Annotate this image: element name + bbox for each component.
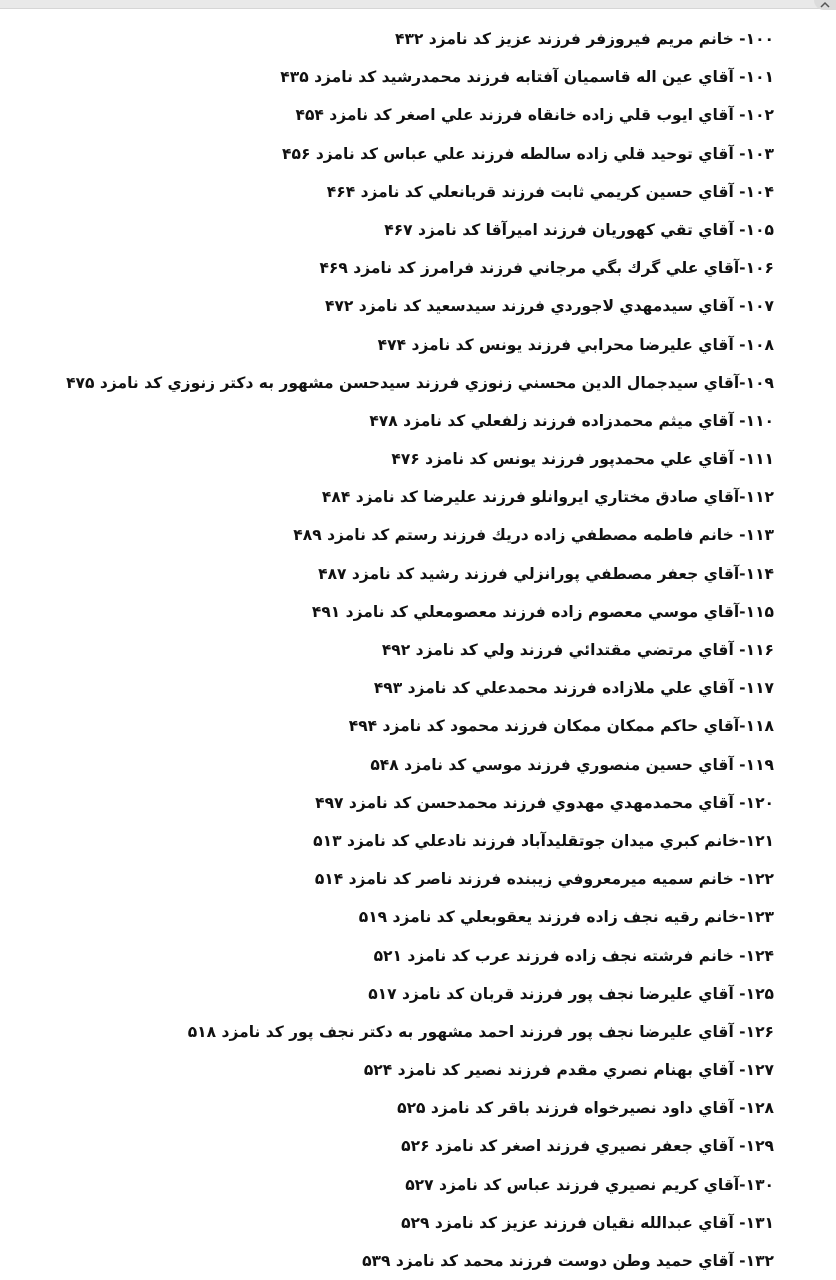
- list-item: ۱۰۸- آقاي عليرضا محرابي فرزند يونس كد نامزد ۴۷۴: [377, 335, 774, 354]
- list-item: ۱۱۵-آقاي موسي معصوم زاده فرزند معصومعلي كد نامزد ۴۹۱: [311, 602, 774, 621]
- list-item: ۱۲۷- آقاي بهنام نصري مقدم فرزند نصير كد نامزد ۵۲۴: [363, 1061, 774, 1080]
- candidate-list: [14, 20, 774, 1280]
- list-item: ۱۰۳- آقاي توحيد قلي زاده سالطه فرزند علي عباس كد نامزد ۴۵۶: [282, 144, 774, 163]
- list-item: ۱۰۵- آقاي تقي كهوريان فرزند اميرآقا كد نامزد ۴۶۷: [384, 220, 774, 239]
- list-item: ۱۱۶- آقاي مرتضي مقتدائي فرزند ولي كد نامزد ۴۹۲: [381, 641, 774, 659]
- list-item: ۱۱۷- آقاي علي ملازاده فرزند محمدعلي كد نامزد ۴۹۳: [373, 679, 774, 698]
- list-item: ۱۲۶- آقاي عليرضا نجف پور فرزند احمد مشهور به دكتر نجف پور كد نامزد ۵۱۸: [187, 1022, 774, 1041]
- top-bar: [0, 0, 836, 9]
- chevron-up-icon: [820, 1, 830, 8]
- list-item: ۱۱۰- آقاي ميثم محمدزاده فرزند زلفعلي كد نامزد ۴۷۸: [369, 411, 774, 430]
- list-item: ۱۱۹- آقاي حسين منصوري فرزند موسي كد نامزد ۵۴۸: [370, 755, 774, 774]
- list-item: ۱۲۵- آقاي عليرضا نجف پور فرزند قربان كد نامزد ۵۱۷: [368, 984, 774, 1003]
- list-item: ۱۰۱- آقاي عين اله قاسميان آفتابه فرزند محمدرشيد كد نامزد ۴۳۵: [280, 68, 774, 87]
- list-item: ۱۲۰- آقاي محمدمهدي مهدوي فرزند محمدحسن كد نامزد ۴۹۷: [315, 793, 774, 812]
- list-item: ۱۲۲- خانم سميه ميرمعروفي زيبنده فرزند ناصر كد نامزد ۵۱۴: [314, 870, 774, 889]
- list-item: ۱۳۰-آقاي كريم نصيري فرزند عباس كد نامزد ۵۲۷: [405, 1175, 774, 1194]
- list-item: ۱۰۶-آقاي علي گرك بگي مرجاني فرزند فرامرز كد نامزد ۴۶۹: [319, 259, 774, 278]
- list-item: ۱۳۱- آقاي عبدالله نقيان فرزند عزيز كد نامزد ۵۲۹: [401, 1213, 774, 1232]
- list-item: ۱۲۳-خانم رقيه نجف زاده فرزند يعقوبعلي كد نامزد ۵۱۹: [358, 908, 774, 927]
- list-item: ۱۰۰- خانم مريم فيروزفر فرزند عزيز كد نامزد ۴۳۲: [394, 30, 774, 48]
- list-item: ۱۱۲-آقاي صادق مختاري ايروانلو فرزند عليرضا كد نامزد ۴۸۴: [321, 488, 774, 507]
- list-item: ۱۰۹-آقاي سيدجمال الدين محسني زنوزي فرزند سيدحسن مشهور به دكتر زنوزي كد نامزد ۴۷۵: [66, 373, 774, 392]
- list-item: ۱۰۷- آقاي سيدمهدي لاجوردي فرزند سيدسعيد كد نامزد ۴۷۲: [325, 297, 774, 316]
- list-item: ۱۱۴-آقاي جعفر مصطفي پورانزلي فرزند رشيد كد نامزد ۴۸۷: [318, 564, 774, 583]
- list-item: ۱۲۸- آقاي داود نصيرخواه فرزند باقر كد نامزد ۵۲۵: [397, 1099, 774, 1118]
- list-item: ۱۲۴- خانم فرشته نجف زاده فرزند عرب كد نامزد ۵۲۱: [373, 946, 774, 965]
- list-item: ۱۰۲- آقاي ايوب قلي زاده خانقاه فرزند علي اصغر كد نامزد ۴۵۴: [295, 106, 774, 125]
- list-item: ۱۲۱-خانم كبري ميدان جوتقليدآباد فرزند نادعلي كد نامزد ۵۱۳: [313, 831, 774, 850]
- list-item: ۱۰۴- آقاي حسين كريمي ثابت فرزند قربانعلي كد نامزد ۴۶۴: [326, 182, 774, 201]
- list-item: ۱۱۱- آقاي علي محمدپور فرزند يونس كد نامزد ۴۷۶: [391, 450, 774, 469]
- list-item: ۱۱۳- خانم فاطمه مصطفي زاده دريك فرزند رستم كد نامزد ۴۸۹: [293, 526, 774, 545]
- list-item: ۱۲۹- آقاي جعفر نصيري فرزند اصغر كد نامزد ۵۲۶: [401, 1137, 774, 1156]
- list-item: ۱۱۸-آقاي حاكم ممكان ممكان فرزند محمود كد نامزد ۴۹۴: [348, 717, 774, 736]
- list-item: ۱۳۲- آقاي حميد وطن دوست فرزند محمد كد نامزد ۵۳۹: [362, 1252, 774, 1270]
